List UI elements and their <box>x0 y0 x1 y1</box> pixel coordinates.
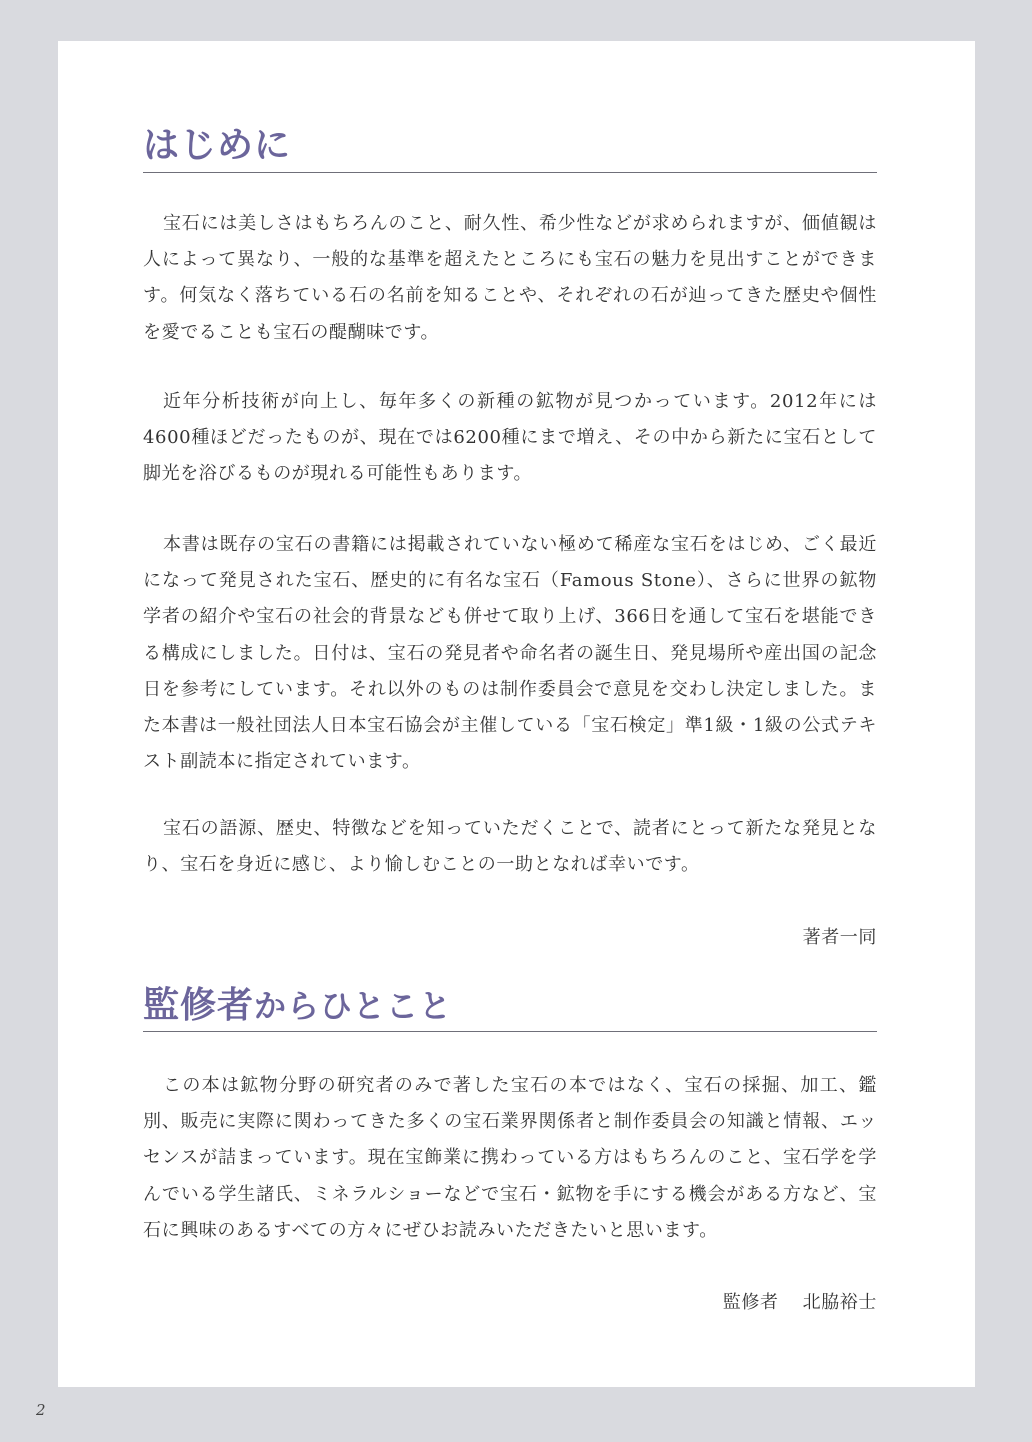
heading-underline <box>143 1031 877 1032</box>
intro-paragraph-1: 宝石には美しさはもちろんのこと、耐久性、希少性などが求められますが、価値観は人によって異なり、一般的な基準を超えたところにも宝石の魅力を見出すことができます。何気なく落ちている石の名前を知ることや、それぞれの石が辿ってきた歴史や個性を愛でることも宝石の醍醐味です。 <box>143 213 877 343</box>
document-page <box>58 41 975 1387</box>
authors-signature: 著者一同 <box>802 927 877 948</box>
heading-underline <box>143 172 877 173</box>
intro-paragraph-3: 本書は既存の宝石の書籍には掲載されていない極めて稀産な宝石をはじめ、ごく最近になって発見された宝石、歴史的に有名な宝石（Famous Stone）、さらに世界の鉱物学者の紹介や宝石の社会的背景なども併せて取り上げ、366日を通して宝石を堪能できる構成にしました。日付は、宝石の発見者や命名者の誕生日、発見場所や産出国の記念日を参考にしています。それ以外のものは制作委員会で意見を交わし決定しました。また本書は一般社団法人日本宝石協会が主催している「宝石検定」準1級・1級の公式テキスト副読本に指定されています。 <box>143 534 877 773</box>
section-heading-introduction: はじめに <box>143 124 292 166</box>
supervisor-signature <box>723 1285 877 1321</box>
supervisor-heading-rest: からひとこと <box>254 987 453 1025</box>
page-number: 2 <box>36 1401 46 1419</box>
supervisor-paragraph: この本は鉱物分野の研究者のみで著した宝石の本ではなく、宝石の採掘、加工、鑑別、販売に実際に関わってきた多くの宝石業界関係者と制作委員会の知識と情報、エッセンスが詰まっています。現在宝飾業に携わっている方はもちろんのこと、宝石学を学んでいる学生諸氏、ミネラルショーなどで宝石・鉱物を手にする機会がある方など、宝石に興味のあるすべての方々にぜひお読みいただきたいと思います。 <box>143 1075 877 1241</box>
intro-paragraph-4: 宝石の語源、歴史、特徴などを知っていただくことで、読者にとって新たな発見となり、宝石を身近に感じ、より愉しむことの一助となれば幸いです。 <box>143 818 877 876</box>
intro-paragraph-2: 近年分析技術が向上し、毎年多くの新種の鉱物が見つかっています。2012年には4600種ほどだったものが、現在では6200種にまで増え、その中から新たに宝石として脚光を浴びるものが現れる可能性もあります。 <box>143 391 877 485</box>
supervisor-name: 北脇裕士 <box>802 1292 877 1313</box>
supervisor-heading-main: 監修者 <box>143 984 255 1026</box>
section-heading-supervisor <box>143 983 877 1028</box>
supervisor-role: 監修者 <box>722 1292 779 1313</box>
